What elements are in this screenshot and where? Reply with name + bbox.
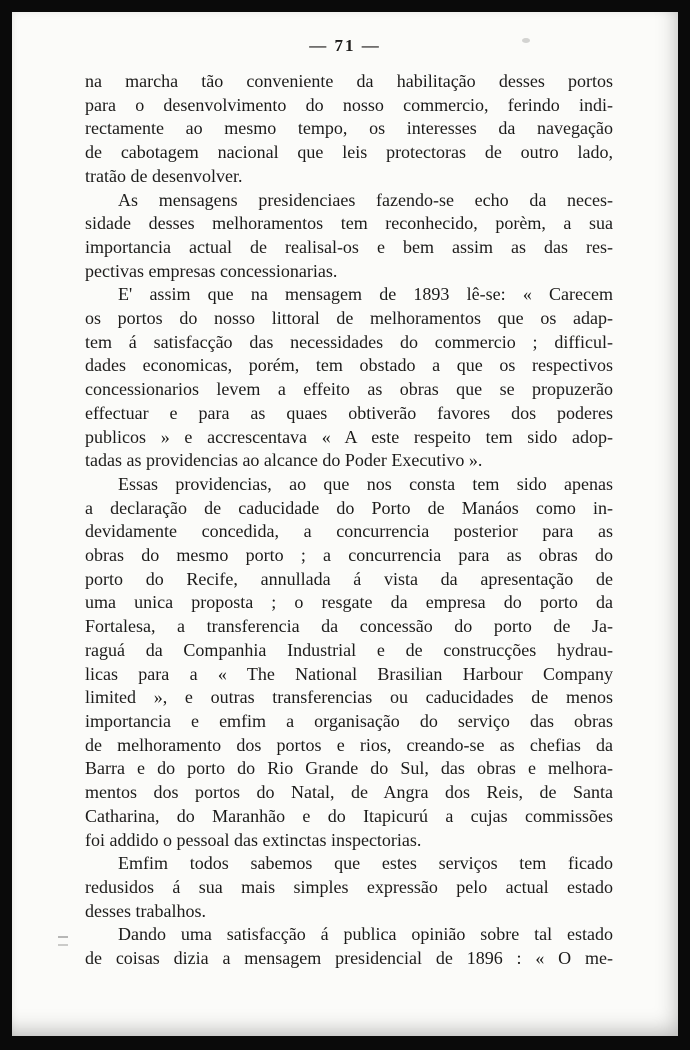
text-line: obras do mesmo porto ; a concurrencia para as obras do: [85, 545, 613, 566]
text-line: pectivas empresas concessionarias.: [85, 260, 338, 281]
text-line: uma unica proposta ; o resgate da empresa do porto da: [85, 592, 613, 613]
text-line: Fortalesa, a transferencia da concessão do porto de Ja-: [85, 616, 613, 637]
paragraph: [85, 283, 613, 473]
text-line: sidade desses melhoramentos tem reconhecido, porèm, a sua: [85, 213, 613, 234]
text-line: de melhoramento dos portos e rios, creando-se as chefias da: [85, 734, 613, 755]
text-line: desses trabalhos.: [85, 900, 206, 921]
text-line: os portos do nosso littoral de melhoramentos que os adap-: [85, 308, 613, 329]
text-line: rectamente ao mesmo tempo, os interesses da navegação: [85, 118, 613, 139]
text-line: Emfim todos sabemos que estes serviços tem ficado: [118, 853, 613, 874]
scan-artifact: [522, 38, 530, 43]
paragraph: [85, 189, 613, 284]
text-line: mentos dos portos do Natal, de Angra dos Reis, de Santa: [85, 782, 613, 803]
text-line: As mensagens presidenciaes fazendo-se echo da neces-: [118, 189, 613, 210]
text-line: limited », e outras transferencias ou caducidades de menos: [85, 687, 613, 708]
text-line: concessionarios levem a effeito as obras que se propuzerão: [85, 379, 613, 400]
text-line: effectuar e para as quaes obtiverão favores dos poderes: [85, 402, 613, 423]
scan-artifact: [58, 936, 68, 946]
text-line: Catharina, do Maranhão e do Itapicurú a cujas commissões: [85, 805, 613, 826]
text-line: importancia actual de realisal-os e bem assim as das res-: [85, 236, 613, 257]
page-number-header: — 71 —: [309, 36, 381, 55]
paragraph: [85, 70, 613, 189]
text-line: Essas providencias, ao que nos consta tem sido apenas: [118, 473, 613, 494]
text-line: Dando uma satisfacção á publica opinião sobre tal estado: [118, 924, 613, 945]
text-line: tratão de desenvolver.: [85, 165, 243, 186]
text-line: raguá da Companhia Industrial e de construcções hydrau-: [85, 639, 613, 660]
text-line: de cabotagem nacional que leis protectoras de outro lado,: [85, 142, 613, 163]
text-line: devidamente concedida, a concurrencia posterior para as: [85, 521, 613, 542]
text-line: tem á satisfacção das necessidades do commercio ; difficul-: [85, 331, 613, 352]
book-page: [12, 12, 678, 1036]
text-line: foi addido o pessoal das extinctas inspectorias.: [85, 829, 422, 850]
text-line: dades economicas, porém, tem obstado a que os respectivos: [85, 355, 613, 376]
text-line: de coisas dizia a mensagem presidencial de 1896 : « O me-: [85, 948, 613, 969]
paragraph: [85, 852, 613, 923]
text-line: na marcha tão conveniente da habilitação desses portos: [85, 71, 613, 91]
paragraph: [85, 473, 613, 852]
text-line: a declaração de caducidade do Porto de Manáos como in-: [85, 497, 613, 518]
text-line: licas para a « The National Brasilian Harbour Company: [85, 663, 613, 684]
text-line: para o desenvolvimento do nosso commercio, ferindo indi-: [85, 94, 613, 115]
text-line: E' assim que na mensagem de 1893 lê-se: « Carecem: [118, 284, 613, 305]
text-line: Barra e do porto do Rio Grande do Sul, das obras e melhora-: [85, 758, 613, 779]
text-line: publicos » e accrescentava « A este respeito tem sido adop-: [85, 426, 613, 447]
text-line: porto do Recife, annullada á vista da apresentação de: [85, 568, 613, 589]
text-line: redusidos á sua mais simples expressão pelo actual estado: [85, 876, 613, 897]
text-line: tadas as providencias ao alcance do Poder Executivo ».: [85, 450, 483, 471]
text-line: importancia e emfim a organisação do serviço das obras: [85, 710, 613, 731]
paragraph: [85, 923, 613, 970]
body-text: [85, 70, 613, 971]
